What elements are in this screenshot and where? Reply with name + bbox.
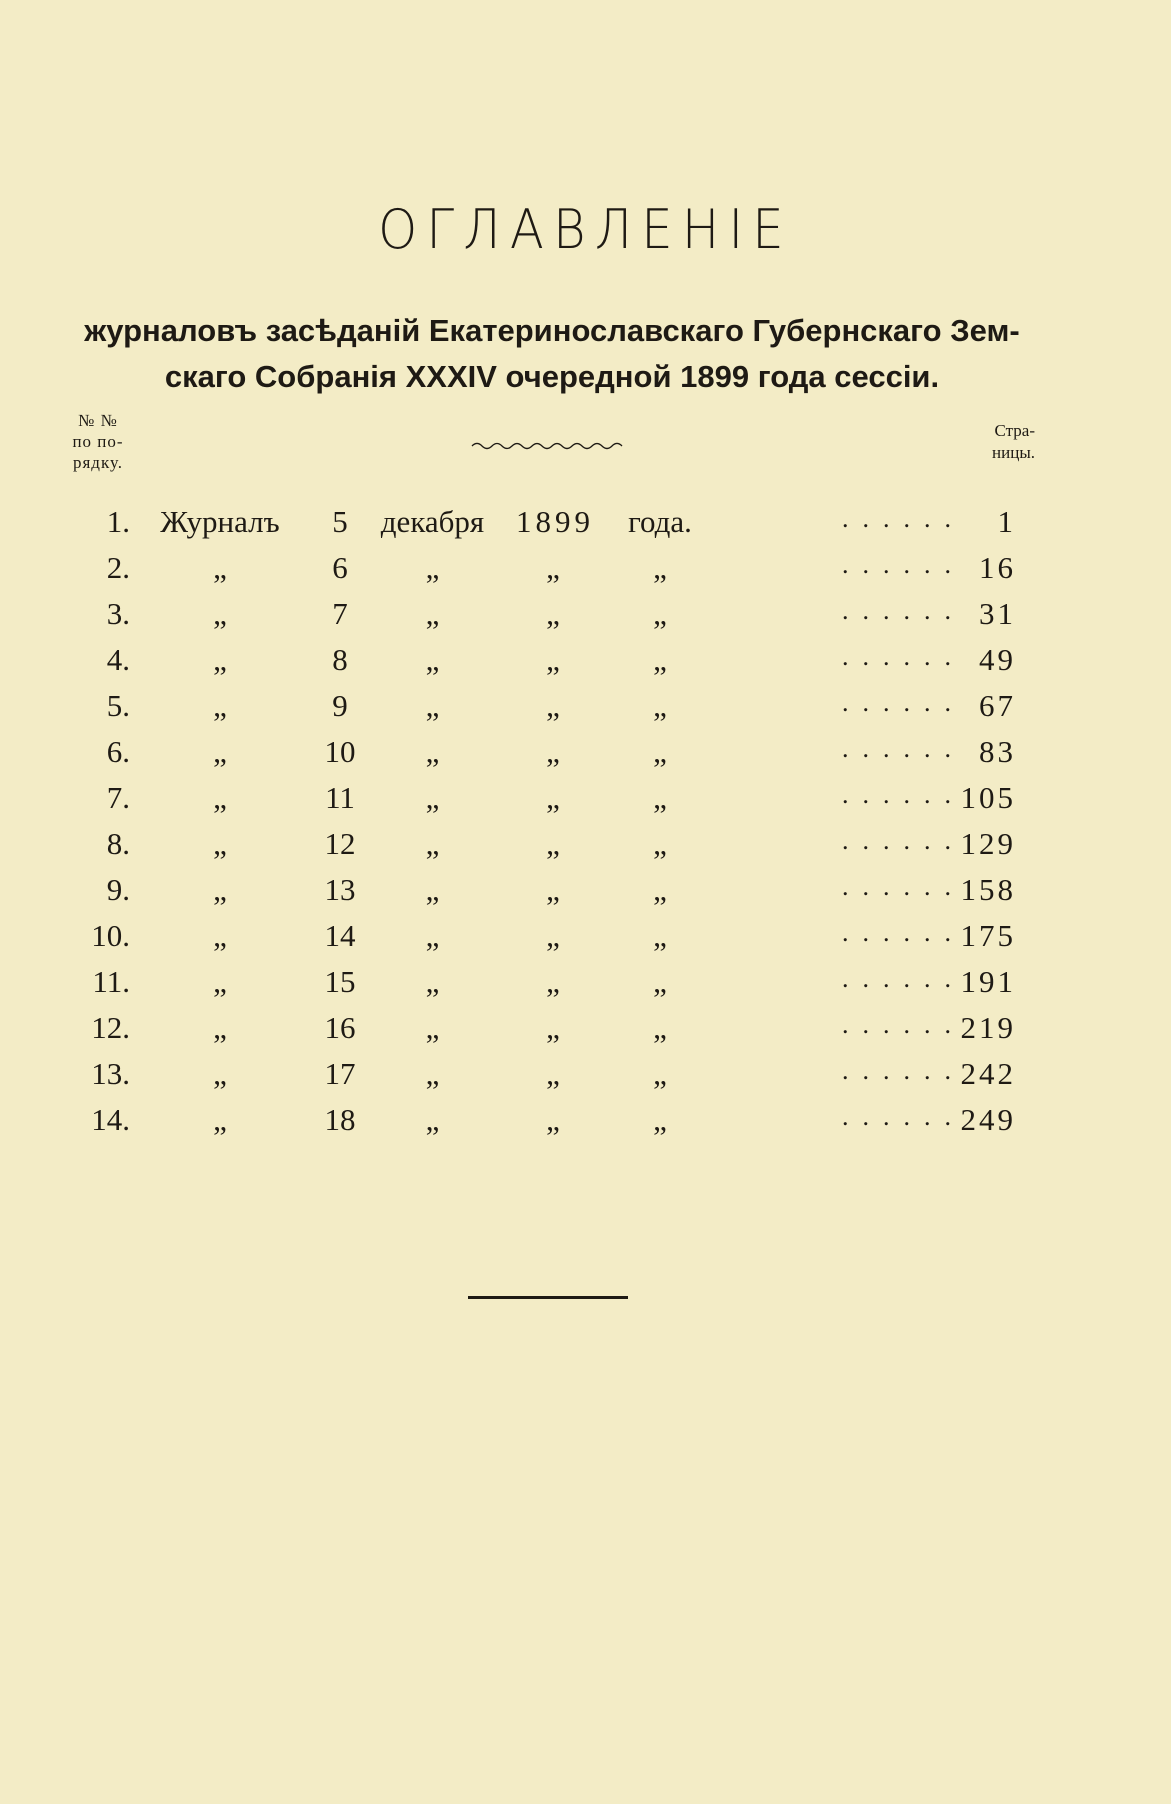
entry-month: „ [425,1010,440,1045]
entry-year: „ [546,550,564,585]
entry-page: 158 [960,872,1016,907]
entry-day: 15 [324,964,356,999]
entry-day: 6 [332,550,348,585]
entry-year: „ [546,688,564,723]
entry-gl: „ [653,872,667,907]
dot-leader: ...... [842,918,965,947]
column-header-number-line-2: по по- [72,432,124,451]
dot-leader: ...... [842,550,965,579]
page-title: ОГЛАВЛЕНІЕ [378,198,793,261]
entry-year: „ [546,734,564,769]
entry-num: 10. [91,918,130,953]
column-header-pages-line-2: ницы. [992,443,1035,462]
entry-num: 6. [106,734,130,769]
list-item [0,1056,1171,1102]
list-item [0,872,1171,918]
list-item [0,596,1171,642]
entry-day: 12 [324,826,356,861]
entry-year: „ [546,1056,564,1091]
entry-month: „ [425,1102,440,1137]
entry-month: „ [425,826,440,861]
entry-gl: „ [653,596,667,631]
closing-rule [468,1296,628,1299]
entry-month: „ [425,1056,440,1091]
subtitle [52,308,1052,400]
ornamental-squiggle [470,440,630,452]
entry-year: „ [546,964,564,999]
entry-name: „ [213,964,227,999]
entry-page: 16 [979,550,1016,585]
entry-gl: „ [653,734,667,769]
entry-month: „ [425,964,440,999]
entry-num: 4. [106,642,130,677]
entry-page: 129 [960,826,1016,861]
dot-leader: ...... [842,596,965,625]
entry-year: „ [546,1102,564,1137]
column-header-pages [945,420,1035,464]
entry-name: „ [213,826,227,861]
entry-gl: „ [653,642,667,677]
entry-year: „ [546,826,564,861]
dot-leader: ...... [842,504,965,533]
entry-gl: „ [653,550,667,585]
entry-num: 14. [91,1102,130,1137]
entry-month: декабря [380,504,485,539]
list-item [0,964,1171,1010]
entry-name: „ [213,1010,227,1045]
list-item [0,504,1171,550]
entry-page: 83 [979,734,1016,769]
column-header-number [48,410,148,473]
entry-gl: „ [653,918,667,953]
entry-year: „ [546,918,564,953]
entry-day: 9 [332,688,348,723]
entry-gl: „ [653,1056,667,1091]
entry-page: 249 [960,1102,1016,1137]
entry-name: „ [213,550,227,585]
column-header-number-line-1: № № [78,411,118,430]
entry-page: 219 [960,1010,1016,1045]
entry-name: „ [213,780,227,815]
dot-leader: ...... [842,826,965,855]
dot-leader: ...... [842,780,965,809]
column-header-pages-line-1: Стра- [994,421,1035,440]
entry-month: „ [425,550,440,585]
entry-month: „ [425,688,440,723]
list-item [0,826,1171,872]
entry-num: 3. [106,596,130,631]
entry-page: 191 [960,964,1016,999]
dot-leader: ...... [842,964,965,993]
entry-num: 11. [92,964,130,999]
entry-year: 1899 [516,504,594,539]
entry-name: „ [213,1102,227,1137]
entry-month: „ [425,734,440,769]
column-header-number-line-3: рядку. [72,453,124,472]
entry-day: 7 [332,596,348,631]
entry-name: „ [213,872,227,907]
dot-leader: ...... [842,642,965,671]
entry-day: 14 [324,918,356,953]
list-item [0,550,1171,596]
dot-leader: ...... [842,872,965,901]
entry-name: „ [213,734,227,769]
dot-leader: ...... [842,1010,965,1039]
entry-name: „ [213,1056,227,1091]
entry-num: 5. [106,688,130,723]
entry-day: 17 [324,1056,356,1091]
entry-year: „ [546,596,564,631]
entry-year: „ [546,780,564,815]
dot-leader: ...... [842,1102,965,1131]
entry-month: „ [425,596,440,631]
dot-leader: ...... [842,688,965,717]
entry-name: „ [213,596,227,631]
entry-page: 1 [997,504,1016,539]
entry-num: 12. [91,1010,130,1045]
entry-year: „ [546,1010,564,1045]
entry-gl: года. [628,504,692,539]
entry-page: 67 [979,688,1016,723]
dot-leader: ...... [842,734,965,763]
entry-day: 10 [324,734,356,769]
entry-year: „ [546,642,564,677]
entry-num: 1. [106,504,130,539]
entry-page: 49 [979,642,1016,677]
entry-day: 5 [332,504,348,539]
list-item [0,1010,1171,1056]
entry-month: „ [425,642,440,677]
entry-year: „ [546,872,564,907]
entry-month: „ [425,918,440,953]
list-item [0,688,1171,734]
entry-day: 11 [325,780,355,815]
entry-name: Журналъ [160,504,280,539]
entry-gl: „ [653,688,667,723]
entry-num: 8. [106,826,130,861]
entry-gl: „ [653,1010,667,1045]
entry-name: „ [213,688,227,723]
entry-gl: „ [653,1102,667,1137]
list-item [0,780,1171,826]
entry-month: „ [425,872,440,907]
entry-day: 13 [324,872,356,907]
entry-day: 16 [324,1010,356,1045]
entry-page: 242 [960,1056,1016,1091]
entry-name: „ [213,918,227,953]
entry-num: 7. [106,780,130,815]
entry-page: 31 [979,596,1016,631]
entry-num: 13. [91,1056,130,1091]
entry-num: 2. [106,550,130,585]
entry-num: 9. [106,872,130,907]
entry-gl: „ [653,826,667,861]
entry-month: „ [425,780,440,815]
entry-day: 18 [324,1102,356,1137]
subtitle-line-2: скаго Собранія XXXIV очередной 1899 года сессіи. [164,359,940,394]
entry-gl: „ [653,780,667,815]
entry-name: „ [213,642,227,677]
entry-day: 8 [332,642,348,677]
entry-page: 105 [960,780,1016,815]
list-item [0,642,1171,688]
subtitle-line-1: журналовъ засѣданій Екатеринославскаго Губернскаго Зем- [84,313,1020,348]
list-item [0,734,1171,780]
entry-page: 175 [960,918,1016,953]
dot-leader: ...... [842,1056,965,1085]
list-item [0,918,1171,964]
entry-gl: „ [653,964,667,999]
list-item [0,1102,1171,1148]
